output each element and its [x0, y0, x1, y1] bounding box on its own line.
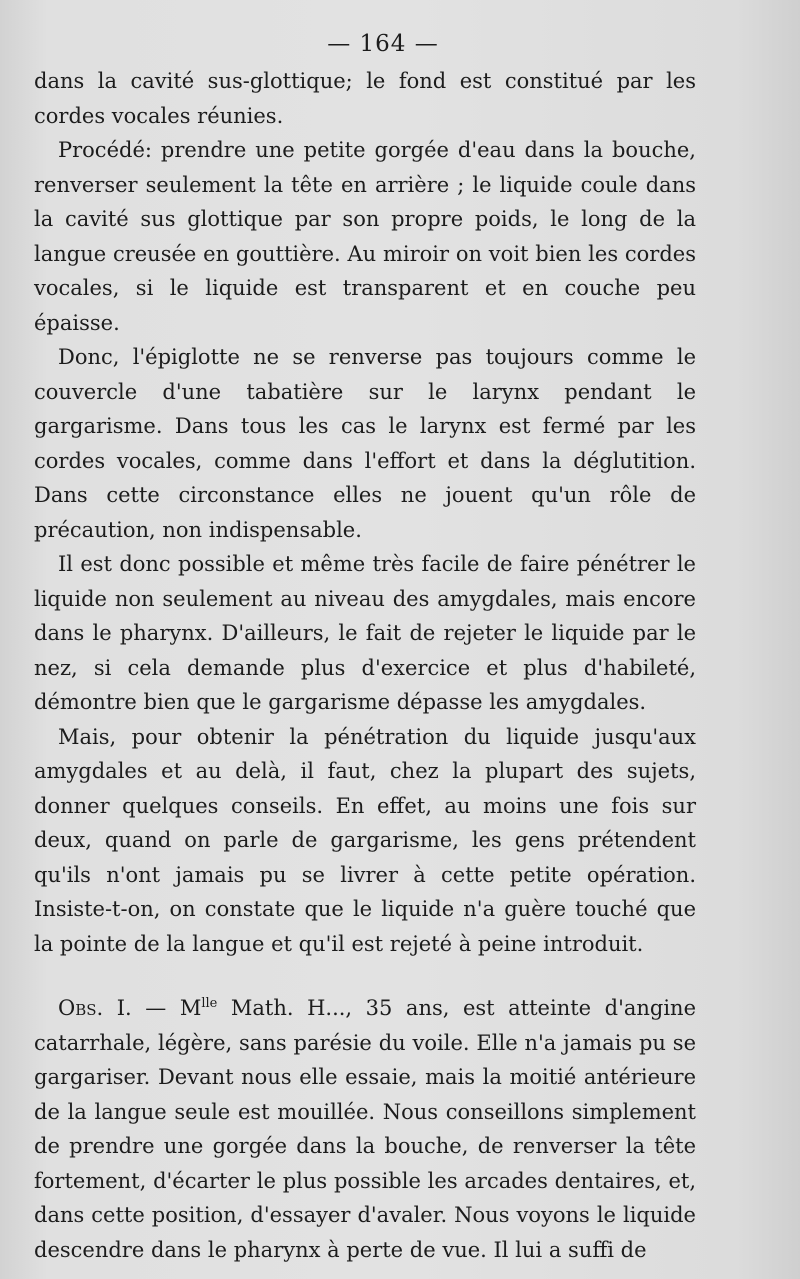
observation-title-sup: lle	[201, 996, 218, 1011]
observation-dash: —	[131, 996, 180, 1020]
observation-label: Obs. I.	[58, 996, 132, 1020]
observation-paragraph	[34, 991, 696, 1267]
observation-title: M	[179, 996, 202, 1020]
book-page	[34, 30, 696, 1267]
paragraph-procedure: Procédé: prendre une petite gorgée d'eau dans la bouche, renverser seulement la tête en arrière ; le liquide coule dans la cavité sus glottique par son propre poids, le long de la langue creusée en gouttière. Au miroir on voit bien les cordes vocales, si le liquide est transparent et en couche peu épaisse.	[34, 138, 696, 335]
paragraph-pharynx: Il est donc possible et même très facile de faire pénétrer le liquide non seulement au niveau des amygdales, mais encore dans le pharynx. D'ailleurs, le fait de rejeter le liquide par le nez, si cela demande plus d'exercice et plus d'habileté, démontre bien que le gargarisme dépasse les amygdales.	[34, 552, 696, 714]
page-number: — 164 —	[327, 31, 439, 57]
paragraph-continuation: dans la cavité sus-glottique; le fond est constitué par les cordes vocales réunies.	[34, 69, 696, 128]
observation-text: Math. H..., 35 ans, est atteinte d'angine catarrhale, légère, sans parésie du voile. Elle n'a jamais pu se gargariser. Devant nous elle essaie, mais la moitié antérieure de la langue seule est mouillée. Nous conseillons simplement de prendre une gorgée dans la bouche, de renverser la tête fortement, d'écarter le plus possible les arcades dentaires, et, dans cette position, d'essayer d'avaler. Nous voyons le liquide descendre dans le pharynx à perte de vue. Il lui a suffi de	[34, 996, 696, 1262]
paragraph-advice: Mais, pour obtenir la pénétration du liquide jusqu'aux amygdales et au delà, il faut, chez la plupart des sujets, donner quelques conseils. En effet, au moins une fois sur deux, quand on parle de gargarisme, les gens prétendent qu'ils n'ont jamais pu se livrer à cette petite opération. Insiste-t-on, on constate que le liquide n'a guère touché que la pointe de la langue et qu'il est rejeté à peine introduit.	[34, 724, 696, 956]
paragraph-epiglottis: Donc, l'épiglotte ne se renverse pas toujours comme le couvercle d'une tabatière sur le larynx pendant le gargarisme. Dans tous les cas le larynx est fermé par les cordes vocales, comme dans l'effort et dans la déglutition. Dans cette circonstance elles ne jouent qu'un rôle de précaution, non indispensable.	[34, 345, 696, 542]
